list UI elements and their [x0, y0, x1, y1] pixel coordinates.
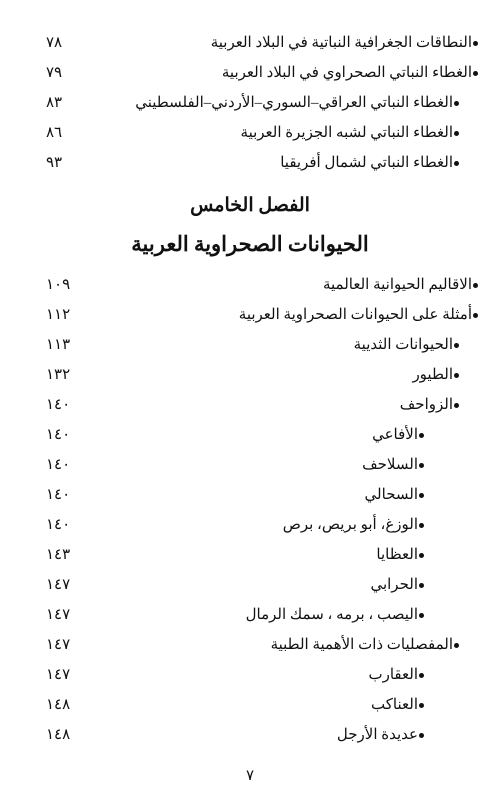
toc-entry-label: الغطاء النباتي لشبه الجزيرة العربية — [240, 125, 453, 141]
toc-entry-label: الغطاء النباتي لشمال أفريقيا — [280, 155, 453, 171]
toc-entry-page: ١٤٨ — [46, 697, 71, 713]
bullet-icon — [454, 131, 459, 136]
toc-entry-label: السحالي — [364, 487, 418, 503]
toc-entry-page: ٨٦ — [46, 125, 63, 141]
toc-entry-page: ١٤٧ — [46, 637, 71, 653]
bullet-icon — [419, 433, 424, 438]
bullet-icon — [419, 733, 424, 738]
bullet-icon — [454, 101, 459, 106]
bullet-icon — [454, 373, 459, 378]
toc-entry-page: ١٤٠ — [46, 457, 71, 473]
toc-entry — [0, 420, 500, 450]
toc-entry — [0, 360, 500, 390]
toc-entry-page: ١٤٠ — [46, 487, 71, 503]
toc-entry — [0, 540, 500, 570]
toc-entry — [0, 480, 500, 510]
toc-entry — [0, 390, 500, 420]
toc-entry-page: ١١٣ — [46, 337, 71, 353]
toc-entry-page: ٩٣ — [46, 155, 63, 171]
toc-entry — [0, 58, 500, 88]
toc-entry-page: ١٤٧ — [46, 577, 71, 593]
toc-entry-label: العقارب — [368, 667, 418, 683]
bullet-icon — [419, 493, 424, 498]
toc-entry-page: ٧٨ — [46, 35, 63, 51]
toc-entry — [0, 660, 500, 690]
bullet-icon — [473, 313, 478, 318]
bullet-icon — [454, 343, 459, 348]
toc-entry-page: ٧٩ — [46, 65, 63, 81]
toc-entry-page: ١٤٠ — [46, 427, 71, 443]
toc-entry-label: الاقاليم الحيوانية العالمية — [322, 277, 472, 293]
toc-entry — [0, 270, 500, 300]
toc-entry-page: ١٠٩ — [46, 277, 71, 293]
toc-entry-page: ١٤٧ — [46, 667, 71, 683]
toc-entry — [0, 450, 500, 480]
toc-entry — [0, 28, 500, 58]
bullet-icon — [454, 643, 459, 648]
toc-entry-page: ١٤٠ — [46, 397, 71, 413]
toc-entry-label: الوزغ، أبو بريص، برص — [282, 517, 418, 533]
toc-entry-page: ١٤٠ — [46, 517, 71, 533]
toc-entry-label: اليصب ، برمه ، سمك الرمال — [245, 607, 418, 623]
toc-entry-label: السلاحف — [362, 457, 418, 473]
toc-entry-label: العناكب — [371, 697, 418, 713]
toc-entry-label: المفصليات ذات الأهمية الطبية — [270, 637, 453, 653]
chapter-number-title: الفصل الخامس — [190, 195, 310, 216]
toc-entry — [0, 88, 500, 118]
toc-entry — [0, 690, 500, 720]
bullet-icon — [473, 283, 478, 288]
toc-entry — [0, 118, 500, 148]
bullet-icon — [419, 583, 424, 588]
bullet-icon — [419, 463, 424, 468]
toc-entry-page: ١٤٧ — [46, 607, 71, 623]
bullet-icon — [419, 673, 424, 678]
toc-entry-page: ١٤٣ — [46, 547, 71, 563]
bullet-icon — [454, 403, 459, 408]
toc-entry-label: النطاقات الجغرافية النباتية في البلاد العربية — [210, 35, 472, 51]
bullet-icon — [473, 71, 478, 76]
page-number: ٧ — [245, 768, 255, 784]
bullet-icon — [473, 41, 478, 46]
toc-entry-page: ٨٣ — [46, 95, 63, 111]
toc-entry — [0, 600, 500, 630]
toc-entry — [0, 330, 500, 360]
toc-entry-label: الغطاء النباتي الصحراوي في البلاد العربية — [221, 65, 472, 81]
toc-entry — [0, 300, 500, 330]
toc-entry — [0, 720, 500, 750]
toc-entry-label: الحرابي — [370, 577, 418, 593]
toc-entry-page: ١٤٨ — [46, 727, 71, 743]
toc-entry — [0, 630, 500, 660]
bullet-icon — [419, 523, 424, 528]
toc-entry-label: الطيور — [412, 367, 453, 383]
toc-entry-label: الغطاء النباتي العراقي–السوري–الأردني–الفلسطيني — [135, 95, 453, 111]
bullet-icon — [454, 161, 459, 166]
toc-entry-label: أمثلة على الحيوانات الصحراوية العربية — [238, 307, 472, 323]
toc-entry-label: العظايا — [376, 547, 418, 563]
bullet-icon — [419, 613, 424, 618]
toc-entry — [0, 148, 500, 178]
toc-entry-label: عديدة الأرجل — [336, 727, 418, 743]
toc-entry-page: ١٣٢ — [46, 367, 71, 383]
bullet-icon — [419, 553, 424, 558]
toc-entry — [0, 570, 500, 600]
toc-entry-label: الحيوانات الثديية — [353, 337, 453, 353]
toc-entry-label: الزواحف — [399, 397, 453, 413]
toc-entry-label: الأفاعي — [372, 427, 418, 443]
toc-entry — [0, 510, 500, 540]
bullet-icon — [419, 703, 424, 708]
toc-entry-page: ١١٢ — [46, 307, 71, 323]
chapter-title: الحيوانات الصحراوية العربية — [131, 232, 369, 256]
